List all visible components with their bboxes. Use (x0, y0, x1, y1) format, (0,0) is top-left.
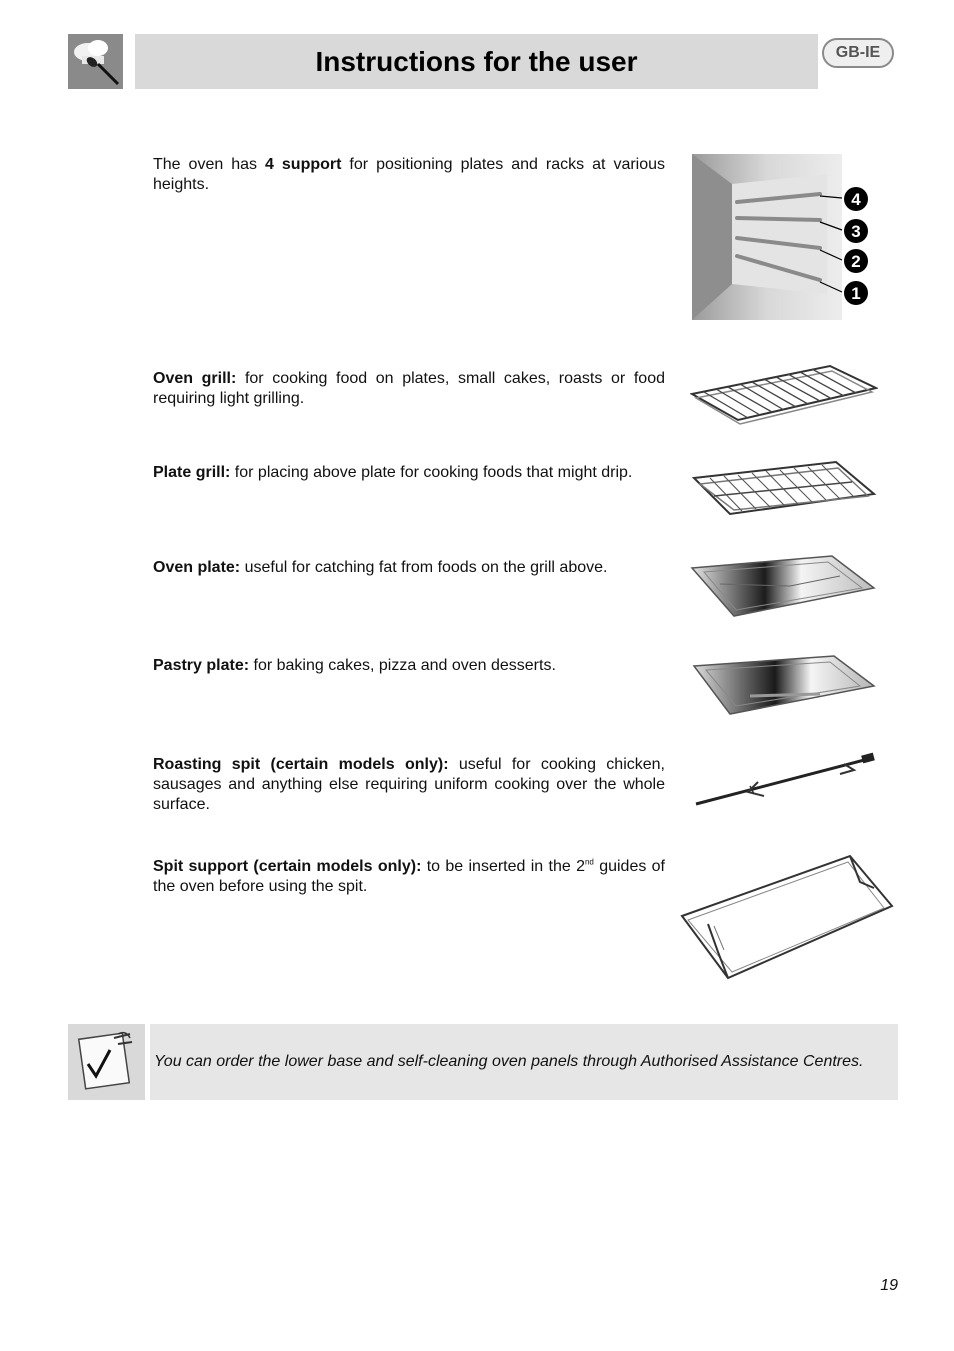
page-title: Instructions for the user (315, 45, 638, 77)
note-box (150, 1024, 898, 1100)
roasting-spit-paragraph: Roasting spit (certain models only): useful for cooking chicken, sausages and anything else requiring uniform cooking over the whole surface. (153, 756, 665, 813)
oven-supports-illustration (692, 154, 872, 327)
note-icon-box (68, 1024, 145, 1100)
oven-grill-illustration (690, 364, 878, 431)
oven-plate-paragraph: Oven plate: useful for catching fat from foods on the grill above. (153, 559, 608, 576)
page-number: 19 (880, 1277, 898, 1294)
header-bar (135, 34, 818, 89)
plate-grill-illustration (690, 458, 878, 525)
language-badge: GB-IE (822, 38, 894, 68)
support-level-3-label: 3 (851, 222, 861, 241)
roasting-spit-illustration (694, 752, 876, 817)
spit-support-illustration (678, 854, 896, 991)
supports-paragraph: The oven has 4 support for positioning plates and racks at various heights. (153, 156, 666, 193)
note-text: You can order the lower base and self-cleaning oven panels through Authorised Assistance Centres. (154, 1053, 864, 1070)
support-level-2-label: 2 (851, 252, 861, 271)
chef-spoon-icon (68, 34, 123, 89)
plate-grill-paragraph: Plate grill: for placing above plate for cooking foods that might drip. (153, 464, 633, 481)
spit-support-paragraph: Spit support (certain models only): to be inserted in the 2nd guides of the oven before using the spit. (153, 857, 666, 895)
pastry-plate-paragraph: Pastry plate: for baking cakes, pizza and oven desserts. (153, 657, 556, 674)
support-level-4-label: 4 (851, 190, 861, 209)
oven-plate-illustration (690, 554, 878, 623)
oven-grill-paragraph: Oven grill: for cooking food on plates, small cakes, roasts or food requiring light grilling. (153, 370, 665, 407)
note-pencil-icon (68, 1024, 145, 1100)
support-level-1-label: 1 (851, 284, 861, 303)
pastry-plate-illustration (690, 652, 878, 721)
